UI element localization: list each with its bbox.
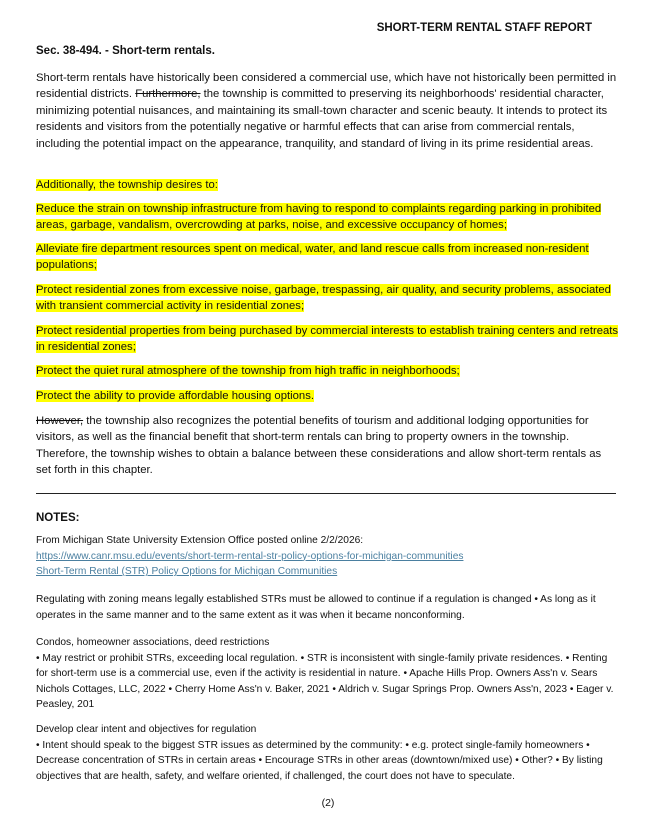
- intro-text-cont: the township is committed to preserving its neighborhoods' residential character, minimizing potential nuisances, and maintaining its small-town character and scenic beauty. It intends to protect its residents and visitors from the potentially negative or harmful effects that can arise from commercial rentals, including the potential impact on the appearance, tranquility, and standard of living in its prime residential areas.: [36, 88, 608, 150]
- condos-heading: Condos, homeowner associations, deed restrictions: [36, 637, 270, 648]
- intent-heading: Develop clear intent and objectives for regulation: [36, 724, 257, 735]
- notes-source: From Michigan State University Extension Office posted online 2/2/2026:: [36, 535, 364, 546]
- highlight-2: Reduce the strain on township infrastructure from having to respond to complaints regarding parking in prohibited areas, garbage, vandalism, overcrowding at parks, noise, and excessive occupancy of homes;: [36, 203, 602, 232]
- highlight-3: Alleviate fire department resources spent on medical, water, and land rescue calls from increased non-resident populations;: [36, 243, 589, 272]
- source-url-link[interactable]: https://www.canr.msu.edu/events/short-term-rental-str-policy-options-for-michigan-communities: [36, 550, 464, 562]
- highlight-1: Additionally, the township desires to:: [36, 179, 218, 191]
- page-number: (2): [321, 797, 335, 809]
- intro-text: Short-term rentals have historically been considered a commercial use, which have not historically been permitted in residential districts.: [36, 72, 617, 101]
- intro-paragraph: [36, 70, 620, 152]
- struck-word: However,: [36, 415, 84, 427]
- notes-title: NOTES:: [36, 512, 80, 524]
- report-header: SHORT-TERM RENTAL STAFF REPORT: [376, 22, 592, 34]
- highlight-4: Protect residential zones from excessive noise, garbage, trespassing, air quality, and security problems, associated with transient commercial activity in residential zones;: [36, 284, 611, 313]
- section-title: Sec. 38-494. - Short-term rentals.: [36, 45, 215, 57]
- divider: [36, 493, 616, 494]
- struck-word: Furthermore,: [135, 88, 201, 101]
- condos-body: • May restrict or prohibit STRs, exceeding local regulation. • STR is inconsistent with single-family private residences. • Renting for short-term use is a commercial use, even if the activity is residential in nature. • Apache Hills Prop. Owners Ass'n v. Sears Nichols Cottages, LLC, 2022 • Cherry Home Ass'n v. Baker, 2021 • Aldrich v. Sugar Springs Prop. Owners Ass'n, 2023 • Eager v. Peasley, 201: [36, 652, 614, 711]
- highlight-7: Protect the ability to provide affordable housing options.: [36, 390, 314, 402]
- intent-body: • Intent should speak to the biggest STR issues as determined by the community: • e.g. protect single-family homeowners • Decrease concentration of STRs in certain areas • Encourage STRs in other areas (downtown/mixed use) • Other? • By listing objectives that are health, safety, and welfare oriented, if challenged, the court does not have to speculate.: [36, 739, 603, 782]
- source-title-link[interactable]: Short-Term Rental (STR) Policy Options for Michigan Communities: [36, 566, 338, 578]
- notes-zoning: Regulating with zoning means legally established STRs must be allowed to continue if a regulation is changed • As long as it operates in the same manner and to the same extent as it was when it became nonconforming.: [36, 594, 596, 621]
- closing-paragraph: [36, 413, 611, 479]
- highlight-6: Protect the quiet rural atmosphere of the township from high traffic in neighborhoods;: [36, 365, 460, 377]
- highlight-5: Protect residential properties from being purchased by commercial interests to establish training centers and retreats in residential zones;: [36, 325, 619, 354]
- closing-text: the township also recognizes the potential benefits of tourism and additional lodging opportunities for visitors, as well as the financial benefit that short-term rentals can bring to property owners in the township. Therefore, the township wishes to obtain a balance between these considerations and allow short-term rentals as set forth in this chapter.: [36, 415, 602, 477]
